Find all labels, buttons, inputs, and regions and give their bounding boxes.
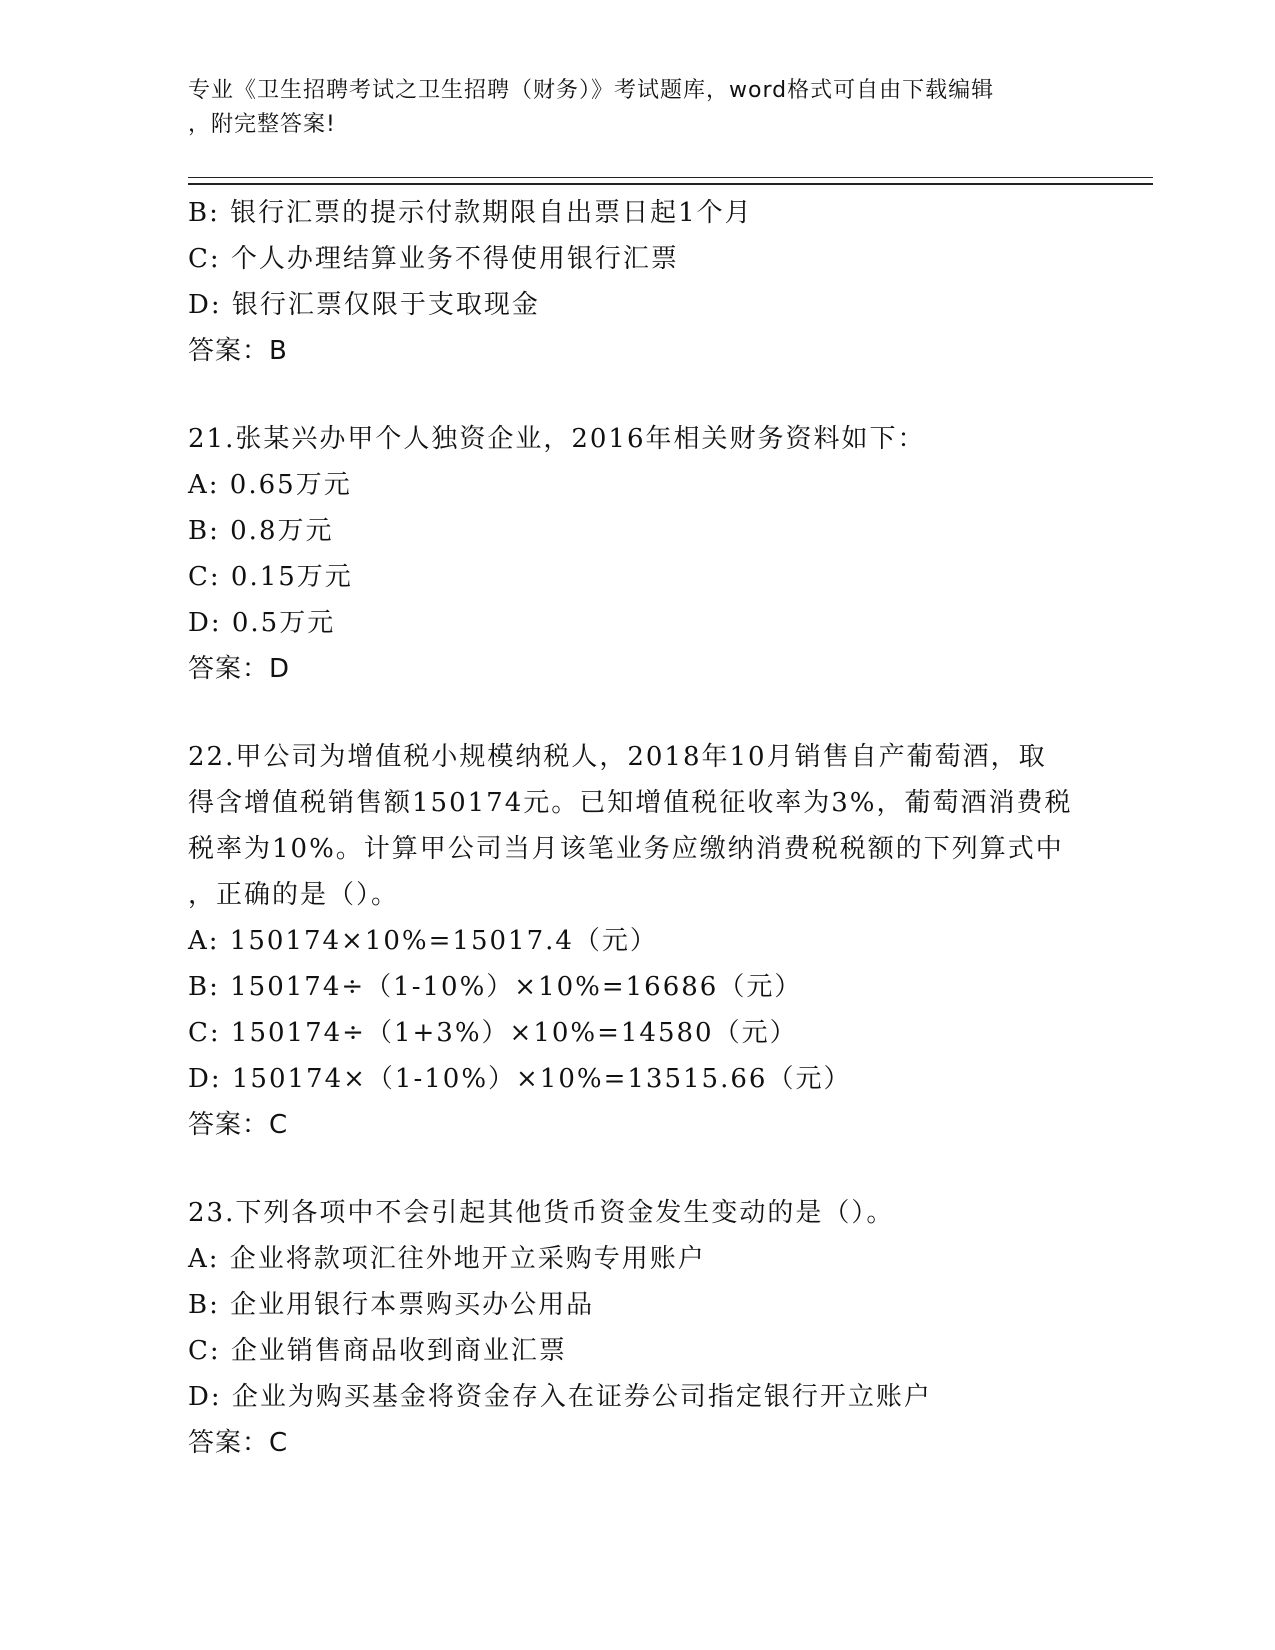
header-line-2: ，附完整答案! (188, 112, 336, 137)
question-stem: 23.下列各项中不会引起其他货币资金发生变动的是（）。 (188, 1198, 895, 1228)
spacer (188, 374, 1088, 416)
option-d: D: 0.5万元 (188, 608, 336, 638)
question-20 (188, 190, 1088, 374)
option-a: A: 企业将款项汇往外地开立采购专用账户 (188, 1244, 706, 1274)
header-line-1: 专业《卫生招聘考试之卫生招聘（财务）》考试题库，word格式可自由下载编辑 (188, 78, 995, 103)
question-stem-line-3: 税率为10%。计算甲公司当月该笔业务应缴纳消费税税额的下列算式中 (188, 834, 1064, 864)
answer: 答案：D (188, 654, 291, 684)
option-b: B: 银行汇票的提示付款期限自出票日起1个月 (188, 198, 753, 228)
spacer (188, 692, 1088, 734)
option-b: B: 企业用银行本票购买办公用品 (188, 1290, 595, 1320)
question-23 (188, 1190, 1088, 1466)
option-c: C: 个人办理结算业务不得使用银行汇票 (188, 244, 679, 274)
header-divider (188, 177, 1153, 185)
option-a: A: 150174×10%=15017.4（元） (188, 926, 658, 956)
document-header (188, 74, 1088, 142)
option-c: C: 0.15万元 (188, 562, 353, 592)
question-21 (188, 416, 1088, 692)
option-d: D: 企业为购买基金将资金存入在证券公司指定银行开立账户 (188, 1382, 932, 1412)
question-stem-line-1: 22.甲公司为增值税小规模纳税人，2018年10月销售自产葡萄酒，取 (188, 742, 1047, 772)
option-b: B: 0.8万元 (188, 516, 334, 546)
option-a: A: 0.65万元 (188, 470, 352, 500)
question-22 (188, 734, 1088, 1148)
option-d: D: 150174×（1-10%）×10%=13515.66（元） (188, 1064, 852, 1094)
answer: 答案：B (188, 336, 288, 366)
question-stem: 21.张某兴办甲个人独资企业，2016年相关财务资料如下： (188, 424, 926, 454)
question-stem-line-4: ，正确的是（）。 (188, 880, 400, 910)
answer: 答案：C (188, 1110, 289, 1140)
answer: 答案：C (188, 1428, 289, 1458)
question-stem-line-2: 得含增值税销售额150174元。已知增值税征收率为3%，葡萄酒消费税 (188, 788, 1073, 818)
question-list (188, 190, 1088, 1466)
option-c: C: 150174÷（1+3%）×10%=14580（元） (188, 1018, 798, 1048)
option-c: C: 企业销售商品收到商业汇票 (188, 1336, 567, 1366)
option-b: B: 150174÷（1-10%）×10%=16686（元） (188, 972, 803, 1002)
spacer (188, 1148, 1088, 1190)
option-d: D: 银行汇票仅限于支取现金 (188, 290, 540, 320)
